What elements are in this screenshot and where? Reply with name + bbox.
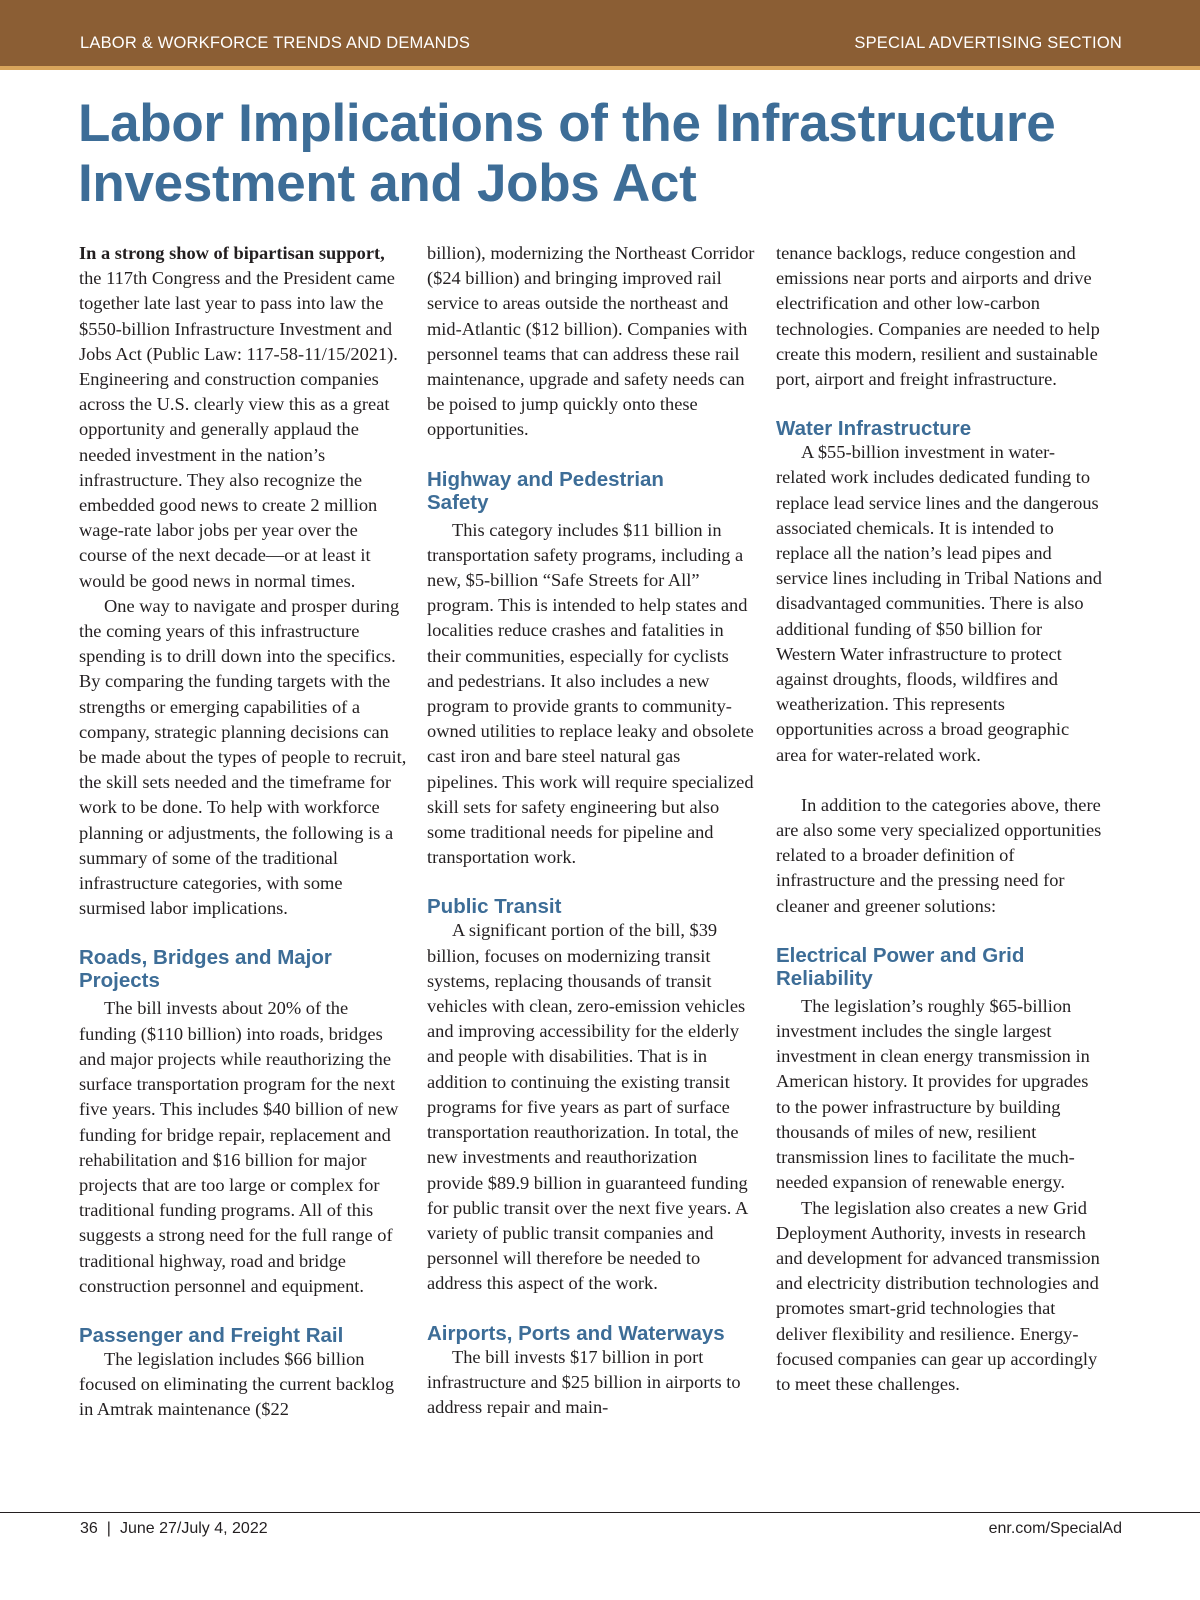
heading-roads xyxy=(79,946,407,992)
heading-highway-line-2: Safety xyxy=(427,490,489,514)
rail-body-continued: billion), modernizing the Northeast Corridor ($24 billion) and bringing improved rail service to areas outside the northeast and mid-Atlantic ($12 billion). Companies with personnel teams that can address these rail maintenance, upgrade and safety needs can be poised to jump quickly onto these opportunities. xyxy=(427,243,755,440)
footer-url: enr.com/SpecialAd xyxy=(988,1520,1122,1537)
heading-highway-line-1: Highway and Pedestrian xyxy=(427,467,664,491)
heading-electrical-line-1: Electrical Power and Grid xyxy=(776,943,1025,967)
column-2 xyxy=(427,241,755,1420)
additional-body: In addition to the categories above, there are also some very specialized opportunities related to a broader definition of infrastructure and the pressing need for cleaner and greener solutions: xyxy=(776,794,1102,916)
header-band xyxy=(0,0,1200,66)
title-line-2: Investment and Jobs Act xyxy=(78,154,697,213)
page-title xyxy=(78,94,1138,214)
heading-roads-line-2: Projects xyxy=(79,969,160,993)
column-3 xyxy=(776,241,1104,1397)
column-1 xyxy=(79,241,407,1423)
heading-roads-line-1: Roads, Bridges and Major xyxy=(79,946,332,970)
electrical-body-1: The legislation’s roughly $65-billion investment includes the single largest investment in clean energy transmission in American history. It provides for upgrades to the power infrastructure by building thousands of miles of new, resilient transmission lines to facilitate the much-needed expansion of renewable energy. xyxy=(776,995,1090,1193)
title-line-1: Labor Implications of the Infrastructure xyxy=(78,94,1056,153)
section-label: LABOR & WORKFORCE TRENDS AND DEMANDS xyxy=(80,34,471,52)
transit-body: A significant portion of the bill, $39 billion, focuses on modernizing transit systems, replacing thousands of transit vehicles with clean, zero-emission vehicles and improving accessibility for the elderly and people with disabilities. That is in addition to continuing the existing transit programs for five years as part of surface transportation reauthorization. In total, the new investments and reauthorization provide $89.9 billion in guaranteed funding for public transit over the next five years. A variety of public transit companies and personnel will therefore be needed to address this aspect of the work. xyxy=(427,920,748,1294)
highway-body: This category includes $11 billion in transportation safety programs, including a new, $5-billion “Safe Streets for All” program. This is intended to help states and localities reduce crashes and fatalities in their communities, especially for cyclists and pedestrians. It also includes a new program to provide grants to community-owned utilities to replace leaky and obsolete cast iron and bare steel natural gas pipelines. This work will require specialized skill sets for safety engineering but also some traditional needs for pipeline and transportation work. xyxy=(427,519,754,868)
heading-airports: Airports, Ports and Waterways xyxy=(427,1321,725,1345)
electrical-body-2: The legislation also creates a new Grid Deployment Authority, invests in research and development for advanced transmission and electricity distribution technologies and promotes smart-grid technologies that deliver flexibility and resilience. Energy-focused companies can gear up accordingly to meet these challenges. xyxy=(776,1197,1100,1394)
heading-rail: Passenger and Freight Rail xyxy=(79,1323,344,1347)
heading-water: Water Infrastructure xyxy=(776,417,972,441)
footer-divider xyxy=(0,1512,1200,1513)
header-accent-line xyxy=(0,66,1200,70)
intro-paragraph-2: One way to navigate and prosper during the coming years of this infrastructure spending is to drill down into the specifics. By comparing the funding targets with the strengths or emerging capabilities of a company, strategic planning decisions can be made about the types of people to recruit, the skill sets needed and the timeframe for work to be done. To help with workforce planning or adjustments, the following is a summary of some of the traditional infrastructure categories, with some surmised labor implications. xyxy=(79,595,407,919)
heading-highway xyxy=(427,468,755,514)
intro-lead: In a strong show of bipartisan support, xyxy=(79,243,385,263)
heading-electrical xyxy=(776,944,1104,990)
intro-text: the 117th Congress and the President came together late last year to pass into law the $550-billion Infrastructure Investment and Jobs Act (Public Law: 117-58-11/15/2021). Engineering and construction companies across the U.S. clearly view this as a great opportunity and generally applaud the needed investment in the nation’s infrastructure. They also recognize the embedded good news to create 2 million wage-rate labor jobs per year over the course of the next decade—or at least it would be good news in normal times. xyxy=(79,268,398,591)
airports-body-start: The bill invests $17 billion in port infrastructure and $25 billion in airports to address repair and main- xyxy=(427,1346,741,1417)
water-body: A $55-billion investment in water-related work includes dedicated funding to replace lead service lines and the dangerous associated chemicals. It is intended to replace all the nation’s lead pipes and service lines including in Tribal Nations and disadvantaged communities. There is also additional funding of $50 billion for Western Water infrastructure to protect against droughts, floods, wildfires and weatherization. This represents opportunities across a broad geographic area for water-related work. xyxy=(776,442,1102,765)
footer-separator: | xyxy=(106,1520,111,1537)
special-section-label: SPECIAL ADVERTISING SECTION xyxy=(854,34,1122,52)
rail-body-start: The legislation includes $66 billion focused on eliminating the current backlog in Amtrak maintenance ($22 xyxy=(79,1348,395,1420)
intro-paragraph-1 xyxy=(79,241,407,594)
heading-electrical-line-2: Reliability xyxy=(776,966,873,990)
footer-folio xyxy=(80,1520,268,1538)
roads-body: The bill invests about 20% of the funding ($110 billion) into roads, bridges and major projects while reauthorizing the surface transportation program for the next five years. This includes $40 billion of new funding for bridge repair, replacement and rehabilitation and $16 billion for major projects that are too large or complex for traditional funding programs. All of this suggests a strong need for the full range of traditional highway, road and bridge construction personnel and equipment. xyxy=(79,998,399,1296)
heading-transit: Public Transit xyxy=(427,895,562,919)
issue-date: June 27/July 4, 2022 xyxy=(119,1520,268,1537)
page-number: 36 xyxy=(80,1520,98,1537)
airports-body-continued: tenance backlogs, reduce congestion and emissions near ports and airports and drive electrification and other low-carbon technologies. Companies are needed to help create this modern, resilient and sustainable port, airport and freight infrastructure. xyxy=(776,243,1100,390)
